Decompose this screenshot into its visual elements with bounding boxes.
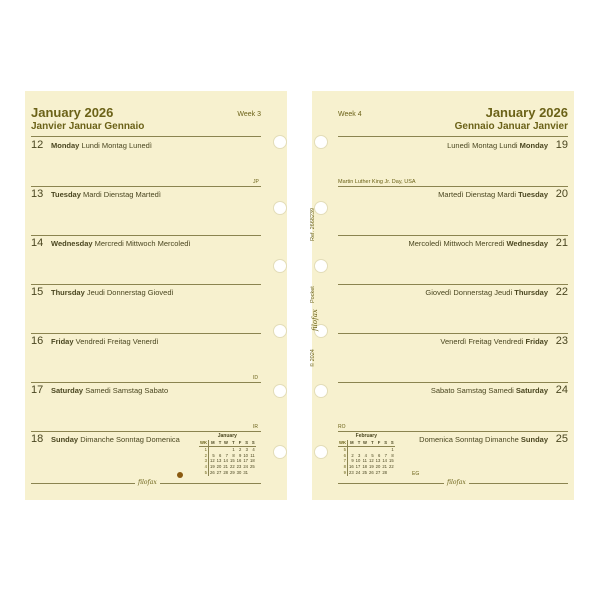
day-name: Wednesday (51, 238, 93, 248)
binder-hole (273, 324, 287, 338)
spine-copyright: © 2024 (310, 349, 316, 367)
day-row-19 (447, 139, 568, 151)
cal-header-cell: M (208, 440, 215, 446)
page-marker-dot (177, 472, 183, 478)
country-code: RO (338, 424, 346, 430)
cal-cell: 8 (391, 452, 394, 458)
binder-hole (314, 201, 328, 215)
binder-hole (314, 135, 328, 149)
mini-calendar-grid (199, 440, 256, 476)
cal-cell: 23 (236, 464, 242, 470)
cal-cell: 1 (232, 446, 235, 452)
right-sub-title: Gennaio Januar Janvier (454, 121, 568, 132)
day-name-translations: Samedi Samstag Sabato (85, 385, 169, 395)
day-divider (31, 186, 261, 187)
cal-cell: 13 (216, 458, 222, 464)
day-number: 23 (555, 335, 568, 347)
day-number: 14 (31, 237, 44, 249)
cal-cell: 9 (338, 470, 347, 476)
mini-calendar-february (338, 433, 395, 476)
day-number: 16 (31, 335, 44, 347)
day-number: 20 (555, 188, 568, 200)
day-number: 17 (31, 384, 44, 396)
cal-cell: 20 (375, 464, 381, 470)
cal-cell: 9 (351, 458, 354, 464)
cal-cell: 28 (223, 469, 228, 475)
day-name: Sunday (520, 434, 548, 444)
cal-cell: 17 (243, 458, 249, 464)
spine-ref: Ref. 2668239 (310, 207, 316, 241)
spine-brand-logo: filofax (311, 309, 319, 331)
day-name: Tuesday (518, 189, 548, 199)
country-code: EG (412, 471, 420, 477)
day-name: Friday (51, 336, 74, 346)
cal-cell: 30 (236, 469, 242, 475)
cal-cell: 20 (216, 464, 222, 470)
cal-cell: 9 (239, 452, 242, 458)
day-row-22 (425, 286, 568, 298)
day-row-20 (438, 188, 568, 200)
cal-cell: 24 (355, 469, 361, 475)
cal-cell: 11 (250, 452, 255, 458)
binder-hole (273, 201, 287, 215)
left-sub-title: Janvier Januar Gennaio (31, 121, 145, 132)
binder-hole (314, 384, 328, 398)
cal-header-cell: T (216, 440, 223, 446)
cal-cell: 16 (236, 458, 242, 464)
cal-cell: 14 (382, 458, 388, 464)
day-name: Saturday (51, 385, 84, 395)
cal-header-cell: WK (200, 440, 207, 445)
cal-cell: 21 (223, 464, 228, 470)
cal-cell: 1 (391, 446, 394, 452)
day-divider (31, 284, 261, 285)
cal-cell: 4 (252, 446, 255, 452)
day-row-17 (31, 384, 168, 396)
day-divider (338, 186, 568, 187)
cal-cell: 23 (348, 469, 354, 475)
cal-header-cell: T (368, 440, 375, 446)
day-name: Saturday (515, 385, 548, 395)
cal-cell: 19 (209, 464, 215, 470)
binder-hole (314, 259, 328, 273)
binder-hole (273, 259, 287, 273)
cal-cell: 19 (369, 464, 374, 470)
cal-cell: 26 (209, 469, 215, 475)
cal-header-cell: M (347, 440, 354, 446)
left-week-label: Week 3 (237, 111, 261, 118)
cal-cell: 2 (199, 453, 208, 459)
day-row-16 (31, 335, 159, 347)
day-name-translations: Dimanche Sonntag Domenica (80, 434, 180, 444)
day-divider (31, 382, 261, 383)
cal-header-cell: F (375, 440, 382, 446)
day-divider (31, 235, 261, 236)
day-name-translations: Giovedì Donnerstag Jeudi (425, 287, 513, 297)
day-number: 24 (555, 384, 568, 396)
day-name-translations: Mercredi Mittwoch Mercoledì (94, 238, 191, 248)
cal-cell: 3 (357, 452, 361, 458)
cal-cell: 7 (225, 452, 228, 458)
cal-cell: 16 (348, 464, 354, 470)
cal-header-cell: S (381, 440, 388, 446)
cal-cell: 2 (351, 452, 354, 458)
header-divider (31, 136, 261, 137)
cal-cell: 18 (362, 464, 367, 470)
cal-cell: 6 (338, 453, 347, 459)
day-name: Friday (525, 336, 548, 346)
day-name-translations: Vendredi Freitag Venerdì (75, 336, 159, 346)
cal-cell: 7 (338, 458, 347, 464)
day-name-translations: Mardi Dienstag Martedì (82, 189, 161, 199)
cal-cell: 25 (250, 464, 255, 470)
day-name: Monday (51, 140, 80, 150)
cal-cell: 12 (209, 458, 215, 464)
day-divider (31, 333, 261, 334)
cal-cell: 13 (375, 458, 381, 464)
cal-cell: 3 (245, 446, 249, 452)
day-row-15 (31, 286, 174, 298)
cal-cell: 15 (230, 458, 235, 464)
cal-cell: 27 (216, 469, 222, 475)
cal-cell: 8 (338, 464, 347, 470)
cal-cell: 17 (355, 464, 361, 470)
day-row-14 (31, 237, 191, 249)
cal-cell: 25 (362, 469, 367, 475)
day-row-12 (31, 139, 152, 151)
day-divider (338, 235, 568, 236)
day-name: Wednesday (506, 238, 548, 248)
cal-cell: 12 (369, 458, 374, 464)
day-divider (338, 284, 568, 285)
day-number: 21 (555, 237, 568, 249)
cal-cell: 11 (362, 458, 367, 464)
left-month-title: January 2026 (31, 105, 114, 120)
cal-cell: 7 (384, 452, 388, 458)
cal-header-cell: W (363, 440, 367, 445)
cal-cell (388, 470, 395, 476)
day-number: 19 (555, 139, 568, 151)
right-page (312, 91, 574, 500)
day-row-18 (31, 433, 180, 445)
cal-header-cell: T (355, 440, 362, 446)
country-code: ID (253, 375, 258, 381)
day-divider (338, 431, 568, 432)
left-page (25, 91, 287, 500)
day-number: 13 (31, 188, 44, 200)
cal-cell: 4 (364, 452, 367, 458)
day-name-translations: Mercoledì Mittwoch Mercredi (408, 238, 505, 248)
day-name-translations: Lundi Montag Lunedì (81, 140, 152, 150)
day-number: 22 (555, 286, 568, 298)
cal-header-cell: S (242, 440, 249, 446)
day-name-translations: Lunedì Montag Lundi (447, 140, 518, 150)
cal-header-cell: S (249, 440, 256, 446)
day-divider (338, 382, 568, 383)
cal-cell: 22 (230, 464, 235, 470)
cal-cell: 15 (389, 458, 394, 464)
cal-cell: 26 (369, 469, 374, 475)
binder-hole (314, 445, 328, 459)
cal-cell: 5 (212, 452, 215, 458)
cal-cell (249, 470, 256, 476)
cal-cell: 4 (199, 464, 208, 470)
cal-cell: 8 (232, 452, 235, 458)
binder-hole (273, 445, 287, 459)
day-row-13 (31, 188, 161, 200)
cal-cell: 5 (371, 452, 374, 458)
day-row-21 (409, 237, 569, 249)
holiday-note: Martin Luther King Jr. Day, USA (338, 179, 416, 185)
cal-cell: 29 (230, 469, 235, 475)
day-row-24 (431, 384, 568, 396)
spine-size: Pocket (310, 286, 316, 303)
cal-cell: 18 (250, 458, 255, 464)
cal-cell: 6 (378, 452, 381, 458)
day-number: 12 (31, 139, 44, 151)
cal-cell: 10 (243, 452, 249, 458)
day-name-translations: Sabato Samstag Samedi (430, 385, 514, 395)
day-number: 25 (555, 433, 568, 445)
day-row-25 (419, 433, 568, 445)
brand-logo: filofax (444, 479, 469, 486)
cal-cell: 24 (243, 464, 249, 470)
cal-cell: 14 (223, 458, 228, 464)
cal-cell: 27 (375, 469, 381, 475)
cal-cell: 31 (243, 469, 249, 475)
cal-cell: 28 (382, 469, 388, 475)
right-week-label: Week 4 (338, 111, 362, 118)
day-name: Tuesday (51, 189, 81, 199)
brand-logo: filofax (135, 479, 160, 486)
cal-cell: 6 (218, 452, 222, 458)
cal-cell: 10 (355, 458, 361, 464)
day-number: 15 (31, 286, 44, 298)
cal-cell: 22 (389, 464, 394, 470)
right-month-title: January 2026 (485, 105, 568, 120)
cal-cell: 21 (382, 464, 388, 470)
binder-hole (273, 135, 287, 149)
day-name: Thursday (514, 287, 548, 297)
day-divider (31, 431, 261, 432)
cal-header-cell: W (224, 440, 228, 445)
day-name-translations: Jeudi Donnerstag Giovedì (86, 287, 174, 297)
mini-calendar-title: January (217, 433, 237, 439)
cal-header-cell: T (229, 440, 236, 446)
cal-header-cell: S (388, 440, 395, 446)
day-row-23 (440, 335, 568, 347)
day-name: Sunday (51, 434, 79, 444)
day-divider (338, 333, 568, 334)
day-name-translations: Domenica Sonntag Dimanche (419, 434, 519, 444)
mini-calendar-title: February (355, 433, 378, 439)
cal-cell: 5 (199, 470, 208, 476)
cal-cell: 3 (199, 458, 208, 464)
header-divider (338, 136, 568, 137)
day-name: Monday (519, 140, 548, 150)
day-number: 18 (31, 433, 44, 445)
day-name: Thursday (51, 287, 85, 297)
cal-header-cell: WK (339, 440, 346, 445)
day-name-translations: Martedì Dienstag Mardi (438, 189, 517, 199)
day-name-translations: Venerdì Freitag Vendredi (440, 336, 524, 346)
cal-cell: 5 (338, 446, 347, 452)
cal-header-cell: F (236, 440, 243, 446)
country-code: IR (253, 424, 258, 430)
mini-calendar-january (199, 433, 256, 476)
binder-hole (273, 384, 287, 398)
mini-calendar-grid (338, 440, 395, 476)
cal-cell: 1 (199, 446, 208, 452)
cal-cell: 2 (239, 446, 242, 452)
country-code: JP (253, 179, 259, 185)
